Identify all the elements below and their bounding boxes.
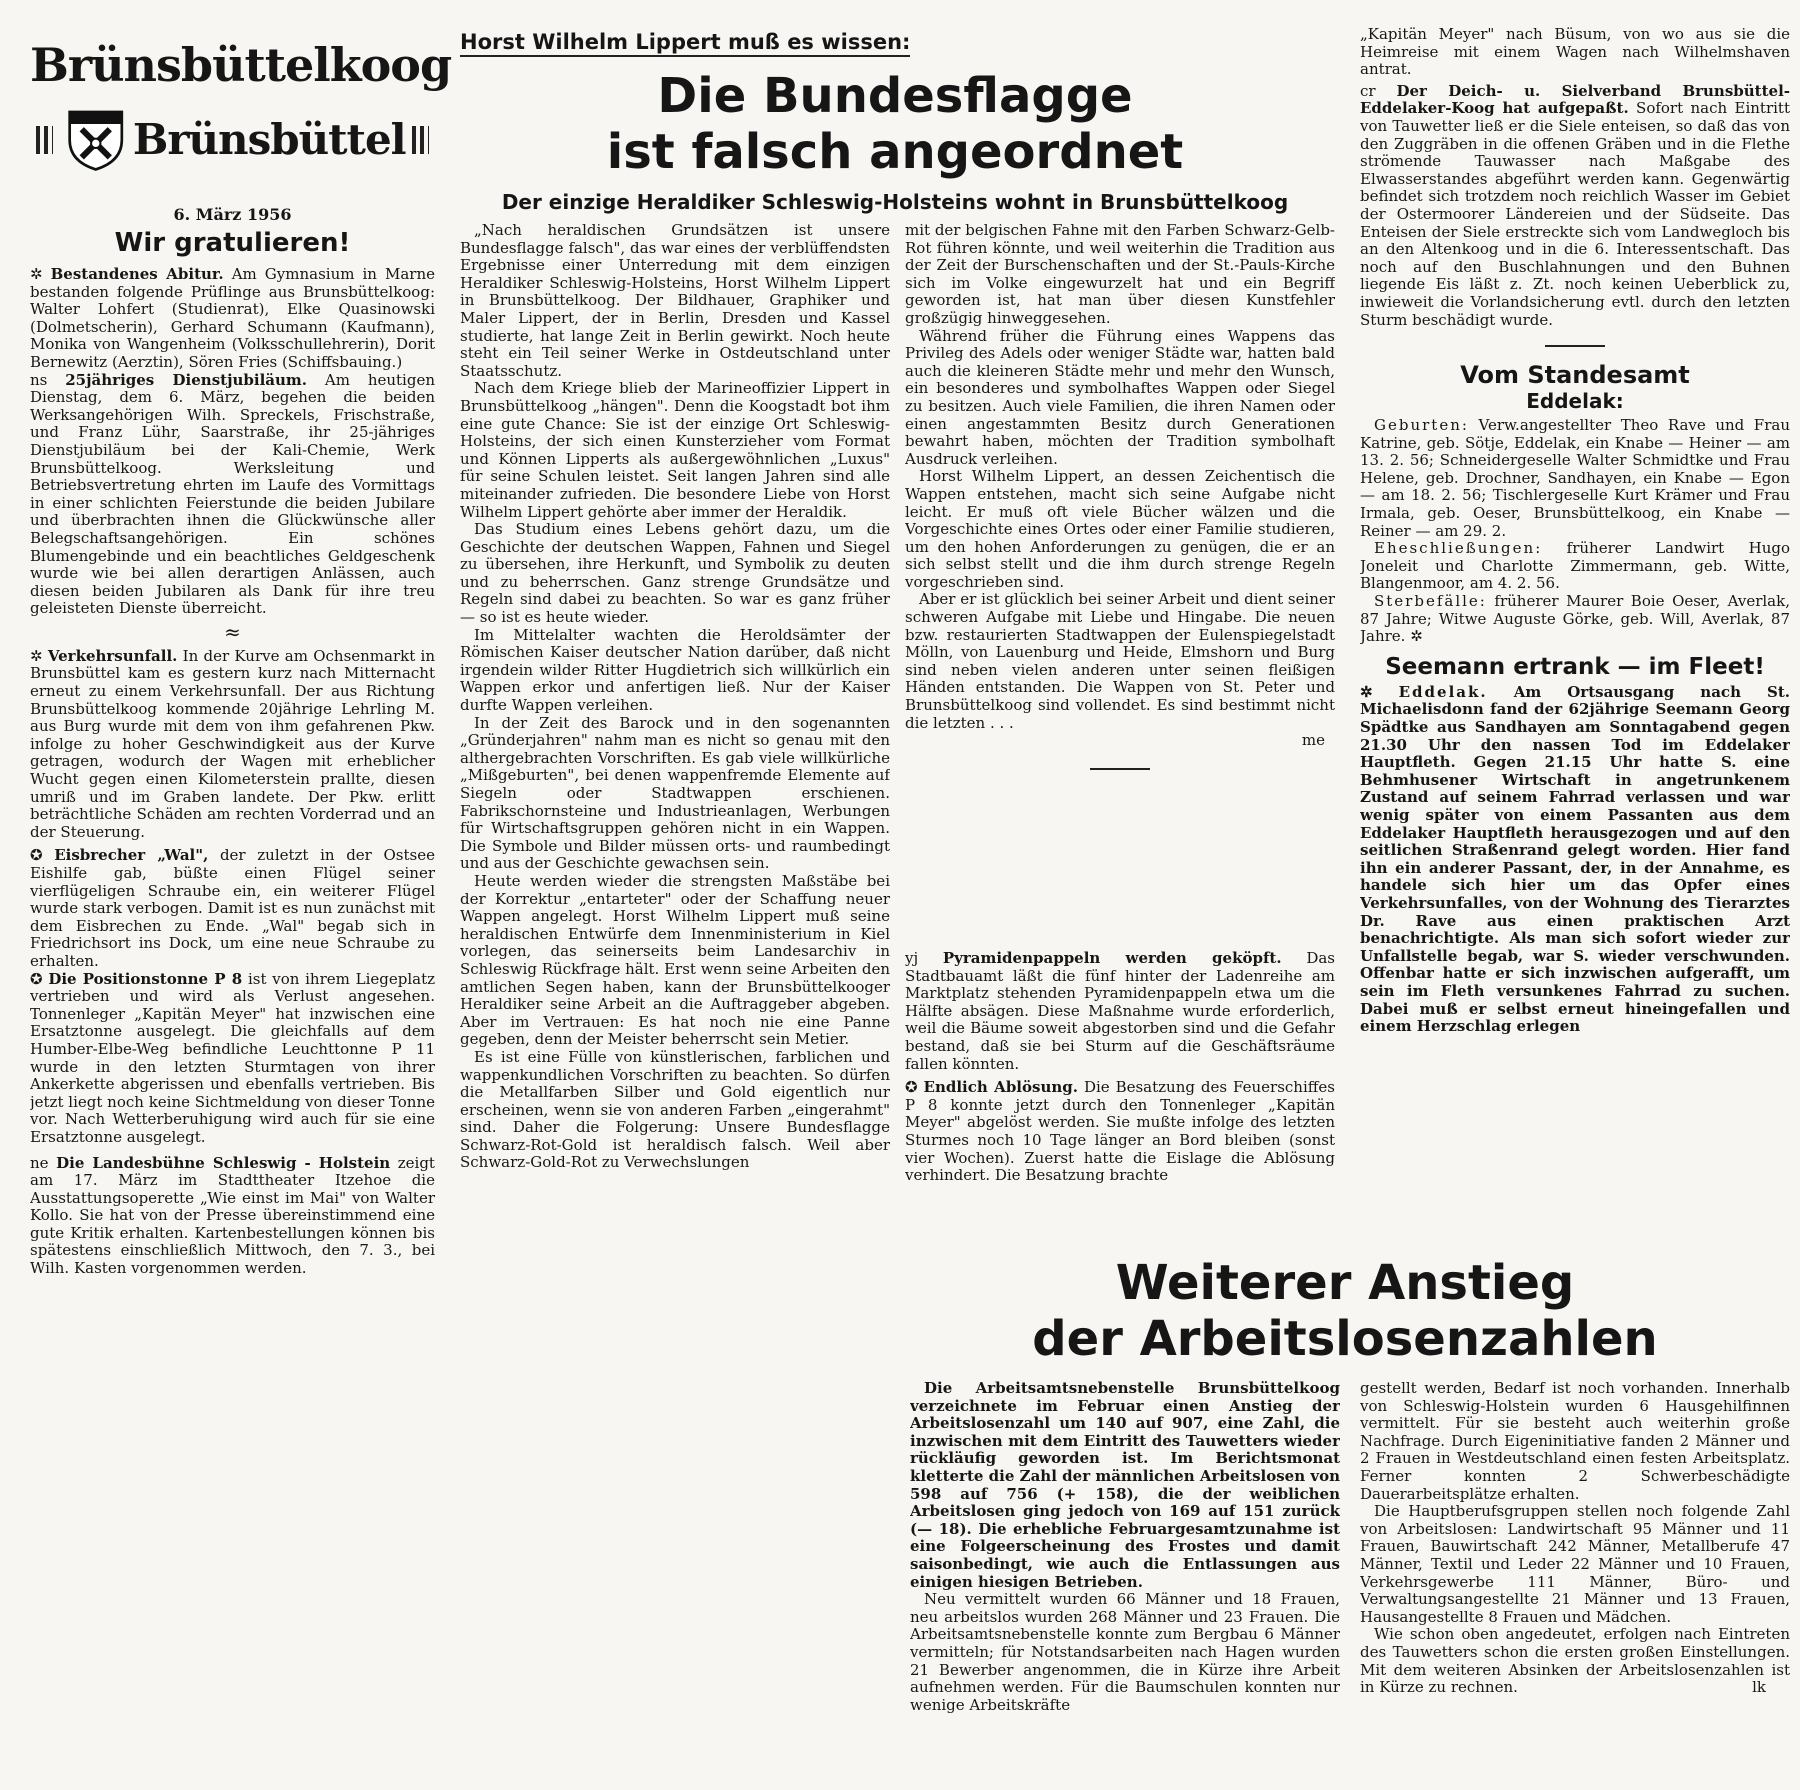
masthead-decoration <box>412 126 429 154</box>
article-paragraph: Während früher die Führung eines Wappens das Privileg des Adels oder weniger Städte war, hatten bald auch die kleineren Städte mehr und mehr den Wunsch, ein besonderes und symbolhaftes Wappen oder Siegel zu besitzen. Auch viele Familien, die ihren Namen oder einen angestammten Besitz durch Generationen bewahrt haben, möchten der Tradition symbolhaft Ausdruck verleihen. <box>905 326 1335 468</box>
column-local-brief <box>905 950 1335 1235</box>
headline-line: Weiterer Anstieg <box>1115 1255 1575 1311</box>
article-paragraph: mit der belgischen Fahne mit den Farben Schwarz-Gelb-Rot führen könnte, und weil weiterhin die Tradition aus der Zeit der Burschenschaften und der St.-Pauls-Kirche sich im Volke eingewurzelt hat und ein Begriff geworden ist, hat man über diesen Kunstfehler großzügig hinweggesehen. <box>905 222 1335 327</box>
article-paragraph: Im Mittelalter wachten die Heroldsämter der Römischen Kaiser deutscher Nation darüber, daß nicht irgendein wilder Ritter Hugdietrich sich willkürlich ein Wappen erkor und anfertigen ließ. Nur der Kaiser durfte Wappen verleihen. <box>460 625 890 715</box>
article-headline <box>460 68 1330 180</box>
article-paragraph: Die Hauptberufsgruppen stellen noch folgende Zahl von Arbeitslosen: Landwirtschaft 95 Männer und 11 Frauen, Bauwirtschaft 242 Männer, Metallberufe 47 Männer, Textil und Leder 22 Männer und 10 Frauen, Verkehrsgewerbe 111 Männer, Büro- und Verwaltungsangestellte 21 Männer und 13 Frauen, Hausangestellte 8 Frauen und Mädchen. <box>1360 1502 1790 1626</box>
article-paragraph: ✲ Eddelak. Am Ortsausgang nach St. Michaelisdonn fand der 62jährige Seemann Georg Spädtke aus Sandhayen am Sonntagabend gegen 21.30 Uhr den nassen Tod im Eddelaker Hauptfleth. Gegen 21.15 Uhr hatte S. eine Behmhusener Wirtschaft in angetrunkenem Zustand auf seinem Fahrrad verlassen und war wenig später von einem Passanten aus dem Eddelaker Hauptfleth herausgezogen und auf den seitlichen Straßenrand gelegt worden. Hier fand ihn ein anderer Passant, der, in der Annahme, es handele sich hier um das Opfer eines Verkehrsunfalles, von der Wohnung des Tierarztes Dr. Rave aus einen praktischen Arzt benachrichtigte. Als man sich sofort wieder zur Unfallstelle begab, war S. wieder verschwunden. Offenbar hatte er sich inzwischen aufgerafft, um sein im Fleth versunkenes Fahrrad zu suchen. Dabei muß er selbst erneut hineingefallen und einem Herzschlag erlegen <box>1360 682 1790 1036</box>
headline-line: der Arbeitslosenzahlen <box>1032 1311 1658 1367</box>
issue-date: 6. März 1956 <box>173 205 292 224</box>
column-lippert-1 <box>460 222 890 1522</box>
article-paragraph: „Kapitän Meyer" nach Büsum, von wo aus sie die Heimreise mit einem Wagen nach Wilhelmshaven antrat. <box>1360 26 1790 79</box>
column-unemployment-1 <box>910 1380 1340 1780</box>
article-paragraph: cr Der Deich- u. Sielverband Brunsbüttel-Eddelaker-Koog hat aufgepaßt. Sofort nach Eintritt von Tauwetter ließ er die Siele enteisen, so daß das von den Zuggräben in die offenen Gräben und in die Flethe strömende Tauwasser nach Maßgabe des Elwasserstandes abgeführt werden kann. Gegenwärtig befindet sich trotzdem noch reichlich Wasser im Gebiet der Ostermoorer Ländereien und der Südseite. Das Enteisen der Siele erstreckte sich vom Landwegloch bis an den Altenkoog und in die 6. Interessentschaft. Das noch auf den Buschlahnungen und den Buhnen liegende Eis läßt z. Zt. noch keinen Ueberblick zu, inwieweit die Vorlandsicherung evtl. durch den letzten Sturm beschädigt wurde. <box>1360 81 1790 329</box>
author-signature: me <box>1301 731 1325 750</box>
article-lead: Die Arbeitsamtsnebenstelle Brunsbüttelkoog verzeichnete im Februar einen Anstieg der Arbeitslosenzahl um 140 auf 907, eine Zahl, die inzwischen mit dem Eintritt des Tauwetters wieder rückläufig geworden ist. Im Berichtsmonat kletterte die Zahl der männlichen Arbeitslosen von 598 auf 756 (+ 158), die der weiblichen Arbeitslosen ging jedoch von 169 auf 151 zurück (— 18). Die erhebliche Februargesamtzunahme ist eine Folgeerscheinung des Frostes und damit saisonbedingt, wie auch die Entlassungen aus einigen hiesigen Betrieben. <box>910 1380 1340 1591</box>
column-local-news <box>30 266 435 1436</box>
article-paragraph: Neu vermittelt wurden 66 Männer und 18 Frauen, neu arbeitslos wurden 268 Männer und 23 Frauen. Die Arbeitsamtsnebenstelle konnte zum Bergbau 6 Männer vermitteln; für Notstandsarbeiten nach Hagen wurden 21 Bewerber angenommen, die in Kürze ihre Arbeit aufnehmen werden. Für die Baumschulen konnten nur wenige Arbeitskräfte <box>910 1590 1340 1714</box>
article-paragraph: ✪ Eisbrecher „Wal", der zuletzt in der Ostsee Eishilfe gab, büßte einen Flügel seiner vierflügeligen Schraube ein, ein weiterer Flügel wurde stark verbogen. Damit ist es nun zunächst mit dem Eisbrechen zu Ende. „Wal" begab sich in Friedrichsort ins Dock, um eine neue Schraube zu erhalten. <box>30 846 435 970</box>
column-unemployment-2 <box>1360 1380 1790 1780</box>
article-paragraph: ✲ Bestandenes Abitur. Am Gymnasium in Marne bestanden folgende Prüflinge aus Brunsbüttelkoog: Walter Lohfert (Studienrat), Elke Quasinowski (Dolmetscherin), Gerhard Schumann (Kaufmann), Monika von Wangenheim (Volksschullehrerin), Dorit Bernewitz (Aerztin), Sören Fries (Schiffsbauing.) <box>30 266 435 371</box>
article-paragraph: Nach dem Kriege blieb der Marineoffizier Lippert in Brunsbüttelkoog „hängen". Denn die Koogstadt bot ihm eine gute Chance: Sie ist der einzige Ort Schleswig-Holsteins, der sich einen Kunsterzieher vom Format und Können Lipperts als außergewöhnlichen „Luxus" für seine Schulen leistet. Seit langen Jahren sind alle miteinander zufrieden. Die besondere Liebe von Horst Wilhelm Lippert gehörte aber immer der Heraldik. <box>460 379 890 521</box>
divider <box>1090 768 1150 770</box>
article-headline: Seemann ertrank — im Fleet! <box>1385 653 1765 680</box>
headline-line: Die Bundesflagge <box>657 68 1133 124</box>
masthead-decoration <box>36 126 53 154</box>
article-kicker: Horst Wilhelm Lippert muß es wissen: <box>460 30 910 57</box>
wave-divider: ≈ <box>224 619 241 644</box>
masthead-title-line2: Brünsbüttel <box>132 115 406 164</box>
registry-deaths: Sterbefälle: früherer Maurer Boie Oeser, Averlak, 87 Jahre; Witwe Auguste Görke, geb. Will, Averlak, 87 Jahre. ✲ <box>1360 592 1790 646</box>
divider <box>1545 345 1605 347</box>
article-paragraph: „Nach heraldischen Grundsätzen ist unsere Bundesflagge falsch", das war eines der verblüffendsten Ergebnisse einer Unterredung mit dem einzigen Heraldiker Schleswig-Holsteins, Horst Wilhelm Lippert in Brunsbüttelkoog. Der Bildhauer, Graphiker und Maler Lippert, der in Berlin, Dresden und Kassel studierte, hat lange Zeit in Berlin gewirkt. Noch heute steht ein Teil seiner Werke in Ostdeutschland unter Staatsschutz. <box>460 222 890 380</box>
article-paragraph: Aber er ist glücklich bei seiner Arbeit und dient seiner schweren Aufgabe mit Liebe und Hingabe. Die neuen bzw. restaurierten Stadtwappen der Eulenspiegelstadt Mölln, von Lauenburg und Heide, Elmshorn und Burg sind neben vielen anderen unter seinen fleißigen Händen entstanden. Die Wappen von St. Peter und Brunsbüttelkoog sind vollendet. Es sind bestimmt nicht die letzten . . . <box>905 590 1335 732</box>
article-paragraph: ✪ Die Positionstonne P 8 ist von ihrem Liegeplatz vertrieben und wird als Verlust angesehen. Tonnenleger „Kapitän Meyer" hat inzwischen eine Ersatztonne ausgelegt. Die gleichfalls auf dem Humber-Elbe-Weg befindliche Leuchttonne P 11 wurde in den letzten Sturmtagen von ihrer Ankerkette abgerissen und ebenfalls vertrieben. Bis jetzt liegt noch keine Sichtmeldung von dieser Tonne vor. Nach Wetterberuhigung wird auch für sie eine Ersatztonne ausgelegt. <box>30 969 435 1146</box>
article-headline <box>900 1255 1790 1367</box>
article-paragraph: Das Studium eines Lebens gehört dazu, um die Geschichte der deutschen Wappen, Fahnen und Siegel zu übersehen, ihre Herkunft, und Symbolik zu deuten und zu beherrschen. Ganz strenge Grundsätze und Regeln sind dabei zu beachten. So war es ganz früher — so ist es heute wieder. <box>460 520 890 627</box>
article-paragraph: Wie schon oben angedeutet, erfolgen nach Eintreten des Tauwetters schon die ersten großen Einstellungen. Mit dem weiteren Absinken der Arbeitslosenzahlen ist in Kürze zu rechnen. lk <box>1360 1625 1790 1697</box>
section-subheading: Eddelak: <box>1526 389 1624 414</box>
column-right <box>1360 26 1790 1248</box>
headline-line: ist falsch angeordnet <box>606 124 1184 180</box>
article-paragraph: ✲ Verkehrsunfall. In der Kurve am Ochsenmarkt in Brunsbüttel kam es gestern kurz nach Mitternacht erneut zu einem Verkehrsunfall. Der aus Richtung Brunsbüttelkoog kommende 20jährige Lehrling M. aus Burg wurde mit dem von ihm gefahrenen Pkw. infolge zu hoher Geschwindigkeit aus der Kurve getragen, wodurch der Wagen mit erheblicher Wucht gegen einen Kilometerstein prallte, diesen umriß und im Graben landete. Der Pkw. erlitt beträchtliche Schäden am rechten Vorderrad und an der Steuerung. <box>30 646 435 841</box>
section-heading: Vom Standesamt <box>1460 361 1690 390</box>
section-heading: Wir gratulieren! <box>114 228 351 258</box>
masthead <box>30 38 452 190</box>
author-signature: lk <box>1752 1678 1766 1697</box>
registry-births: Geburten: Verw.angestellter Theo Rave und Frau Katrine, geb. Sötje, Eddelak, ein Knabe — Heiner — am 13. 2. 56; Schneidergeselle Walter Schmidtke und Frau Helene, geb. Drochner, Sandhayen, ein Knabe — Egon — am 18. 2. 56; Tischlergeselle Kurt Krämer und Frau Irmala, geb. Oeser, Brunsbüttelkoog, ein Knabe — Reiner — am 29. 2. <box>1360 416 1790 540</box>
article-paragraph: gestellt werden, Bedarf ist noch vorhanden. Innerhalb von Schleswig-Holstein wurden 6 Hausgehilfinnen vermittelt. Für sie besteht auch weiterhin große Nachfrage. Durch Eigeninitiative fanden 2 Männer und 2 Frauen in Westdeutschland einen festen Arbeitsplatz. Ferner konnten 2 Schwerbeschädigte Dauerarbeitsplätze erhalten. <box>1360 1380 1790 1503</box>
coat-of-arms-icon <box>67 94 125 186</box>
column-lippert-2 <box>905 222 1335 902</box>
article-paragraph: ne Die Landesbühne Schleswig - Holstein zeigt am 17. März im Stadttheater Itzehoe die Ausstattungsoperette „Wie einst im Mai" von Walter Kollo. Sie hat von der Presse übereinstimmend eine gute Kritik erhalten. Kartenbestellungen können bis spätestens einschließlich Mittwoch, den 7. 3., bei Wilh. Kasten vorgenommen werden. <box>30 1153 435 1278</box>
article-subheadline: Der einzige Heraldiker Schleswig-Holsteins wohnt in Brunsbüttelkoog <box>501 190 1289 214</box>
article-paragraph: Es ist eine Fülle von künstlerischen, farblichen und wappenkundlichen Vorschriften zu beachten. So dürfen die Metallfarben Silber und Gold eigentlich nur erscheinen, wenn sie von anderen Farben „eingerahmt" sind. Daher die Folgerung: Unsere Bundesflagge Schwarz-Rot-Gold ist heraldisch falsch. Weil aber Schwarz-Gold-Rot zu Verwechslungen <box>460 1047 890 1172</box>
article-paragraph: In der Zeit des Barock und in den sogenannten „Gründerjahren" nahm man es nicht so genau mit den althergebrachten Vorschriften. Es gab viele willkürliche „Mißgeburten", bei denen wappenfremde Elemente auf Siegeln oder Stadtwappen erschienen. Fabrikschornsteine und Industrieanlagen, Werbungen für Wirtschaftsgruppen gehören nicht in ein Wappen. Die Symbole und Bilder müssen orts- und raumbedingt und aus der Geschichte gewachsen sein. <box>460 713 890 873</box>
masthead-row <box>30 94 435 186</box>
article-paragraph: Heute werden wieder die strengsten Maßstäbe bei der Korrektur „entarteter" oder der Schaffung neuer Wappen angelegt. Horst Wilhelm Lippert muß seine heraldischen Entwürfe dem Innenministerium in Kiel vorlegen, das seinerseits beim Landesarchiv in Schleswig Rückfrage hält. Erst wenn seine Arbeiten den amtlichen Segen haben, kann der Brunsbüttelkooger Heraldiker seine Arbeit an die Auftraggeber abgeben. Aber im Vertrauen: Es hat noch nie eine Panne gegeben, denn der Meister beherrscht sein Metier. <box>460 871 890 1049</box>
registry-marriages: Eheschließungen: früherer Landwirt Hugo Joneleit und Charlotte Zimmermann, geb. Witte, Blangenmoor, am 4. 2. 56. <box>1360 539 1790 593</box>
article-paragraph: yj Pyramidenpappeln werden geköpft. Das Stadtbauamt läßt die fünf hinter der Ladenreihe am Marktplatz stehenden Pyramidenpappeln etwa um die Hälfte absägen. Diese Maßnahme wurde erforderlich, weil die Bäume soweit abgestorben sind und die Gefahr bestand, daß sie bei Sturm auf die Geschäftsräume fallen könnten. <box>905 950 1335 1073</box>
masthead-title-line1: Brünsbüttelkoog <box>30 38 452 92</box>
article-paragraph: Horst Wilhelm Lippert, an dessen Zeichentisch die Wappen entstehen, macht sich seine Aufgabe nicht leicht. Er muß oft viele Bücher wälzen und die Vorgeschichte eines Ortes oder einer Familie studieren, um den hohen Anforderungen zu genügen, die er an sich selbst stellt und die ihm durch strenge Regeln vorgeschrieben sind. <box>905 467 1335 591</box>
article-paragraph: ✪ Endlich Ablösung. Die Besatzung des Feuerschiffes P 8 konnte jetzt durch den Tonnenleger „Kapitän Meyer" abgelöst werden. Sie mußte infolge des letzten Sturmes noch 10 Tage länger an Bord bleiben (sonst vier Wochen). Zuerst hatte die Eislage die Ablösung verhindert. Die Besatzung brachte <box>905 1078 1335 1185</box>
article-paragraph: ns 25jähriges Dienstjubiläum. Am heutigen Dienstag, dem 6. März, begehen die beiden Werksangehörigen Wilh. Spreckels, Frischstraße, und Franz Lühr, Saarstraße, ihr 25-jähriges Dienstjubiläum bei der Kali-Chemie, Werk Brunsbüttelkoog. Werksleitung und Betriebsvertretung ehrten im Laufe des Vormittags in einer schlichten Feierstunde die beiden Jubilare und überbrachten ihnen die Glückwünsche aller Belegschaftsangehörigen. Ein schönes Blumengebinde und ein beachtliches Geldgeschenk wurde wie bei allen derartigen Anlässen, auch diesen beiden Jubilaren als Dank für ihre treu geleisteten Dienste überreicht. <box>30 370 435 618</box>
